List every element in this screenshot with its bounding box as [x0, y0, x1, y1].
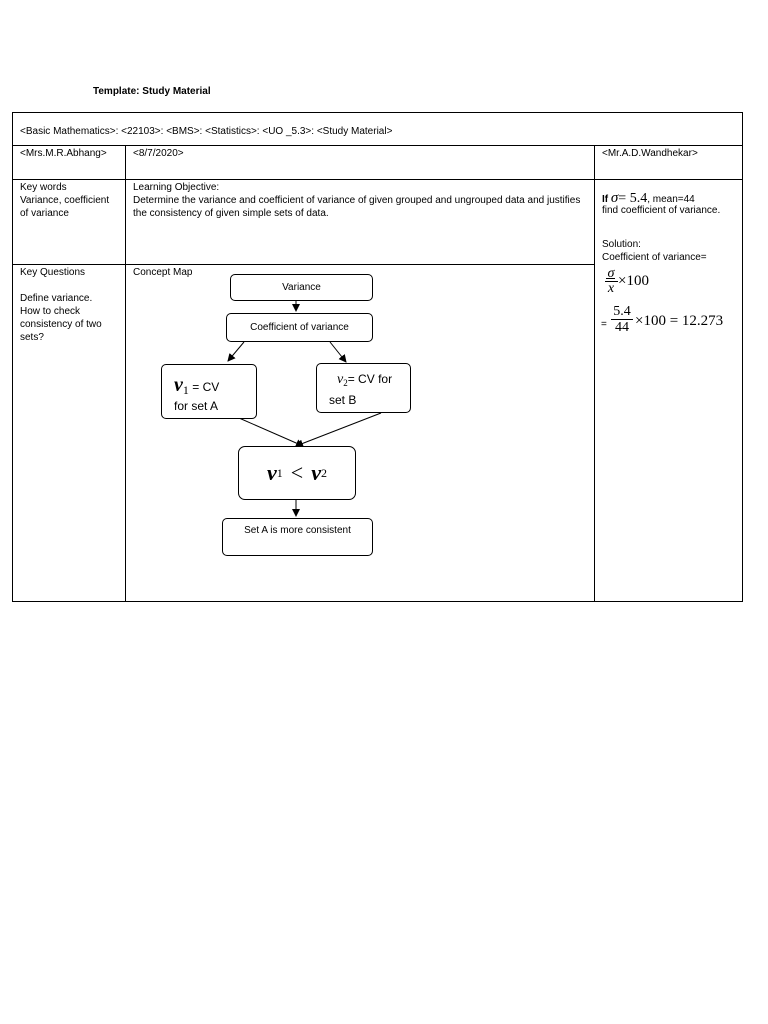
problem-sigma: σ — [610, 190, 619, 206]
formula-fraction — [604, 266, 618, 296]
comparison-v2-symbol: v — [311, 460, 321, 485]
header-row-text: <Basic Mathematics>: <22103>: <BMS>: <Statistics>: <UO _5.3>: <Study Material> — [20, 126, 393, 137]
v2-subscript: 2 — [343, 378, 348, 388]
concept-map-heading: Concept Map — [133, 267, 193, 278]
formula-denominator-xbar: x — [604, 282, 618, 296]
concept-box-v2 — [316, 363, 411, 413]
author-left: <Mrs.M.R.Abhang> — [20, 148, 107, 159]
concept-box-v1 — [161, 364, 257, 419]
key-question-1: Define variance. — [20, 293, 93, 304]
arrow-v2-to-comparison — [296, 413, 381, 446]
keywords-text: Variance, coefficient of variance — [20, 195, 110, 219]
learning-objective-text: Determine the variance and coefficient of variance of given grouped and ungrouped data and justifies the consistency of given simple sets of data. — [133, 195, 581, 219]
formula2-result: ×100 = 12.273 — [635, 313, 724, 329]
v2-text-b: set B — [329, 393, 357, 407]
arrow-v1-to-comparison — [239, 418, 303, 446]
solution-label: Solution: — [602, 239, 641, 250]
cov-label: Coefficient of variance= — [602, 252, 707, 263]
author-right: <Mr.A.D.Wandhekar> — [602, 148, 698, 159]
formula2-fraction — [610, 304, 634, 335]
comparison-v2-subscript: 2 — [320, 465, 327, 480]
v2-text-a: = CV for — [347, 372, 393, 386]
formula2-numerator: 5.4 — [613, 304, 631, 319]
concept-box-coefficient — [226, 313, 373, 342]
problem-statement — [602, 192, 742, 217]
comparison-v1-symbol: v — [267, 460, 277, 485]
concept-coefficient-label: Coefficient of variance — [250, 322, 349, 333]
arrow-coefficient-to-v2 — [330, 342, 346, 362]
v2-symbol: v — [337, 372, 344, 387]
v1-text-a: = CV — [192, 380, 220, 394]
problem-find: find coefficient of variance. — [602, 205, 721, 216]
concept-variance-label: Variance — [282, 282, 321, 293]
concept-conclusion-label: Set A is more consistent — [244, 525, 351, 536]
formula2-denominator: 44 — [615, 320, 629, 335]
date: <8/7/2020> — [133, 148, 184, 159]
key-question-2: How to check consistency of two sets? — [20, 306, 102, 343]
learning-objective-heading: Learning Objective: — [133, 182, 220, 193]
arrow-coefficient-to-v1 — [228, 342, 244, 361]
key-questions-heading: Key Questions — [20, 267, 86, 278]
comparison-less-than: < — [290, 460, 304, 485]
comparison-v1-subscript: 1 — [276, 465, 283, 480]
concept-box-conclusion — [222, 518, 373, 556]
problem-mean: , mean=44 — [647, 194, 695, 205]
keywords-heading: Key words — [20, 182, 67, 193]
formula2-equals: = — [601, 319, 607, 330]
concept-box-comparison — [238, 446, 356, 500]
v1-symbol: v — [174, 374, 183, 396]
problem-sigma-value: = 5.4 — [618, 191, 648, 206]
v1-subscript: 1 — [182, 383, 189, 397]
problem-if: If — [602, 194, 609, 205]
formula-times-100: ×100 — [618, 273, 649, 289]
template-title: Template: Study Material — [93, 86, 211, 97]
formula-numerator-sigma: σ — [607, 266, 615, 281]
v1-text-b: for set A — [174, 399, 219, 413]
concept-box-variance — [230, 274, 373, 301]
